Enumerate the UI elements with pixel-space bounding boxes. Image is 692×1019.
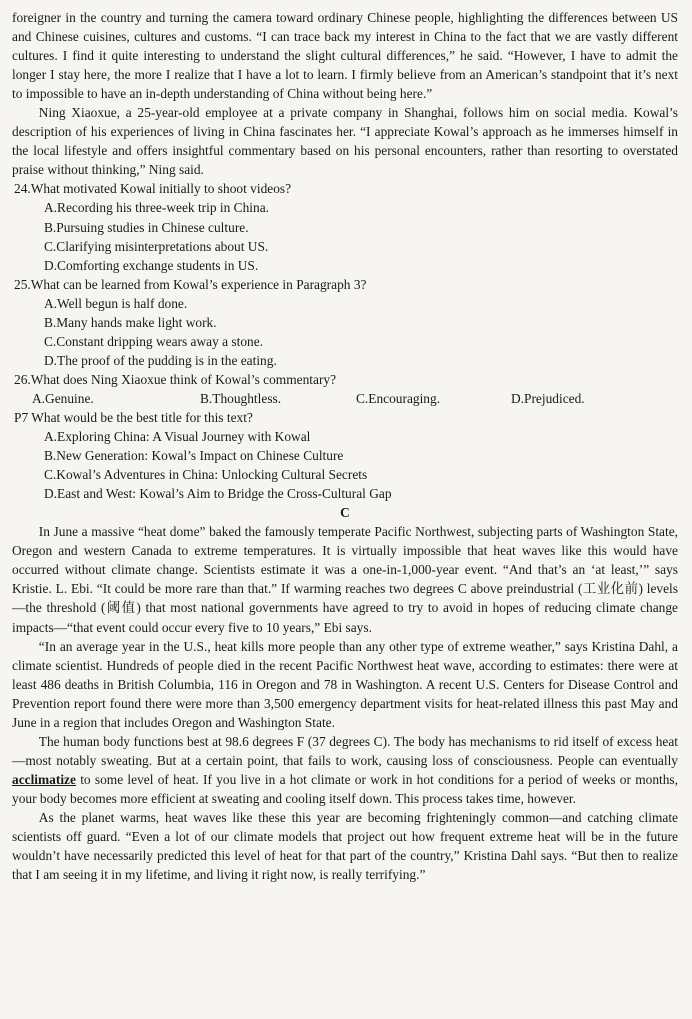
question-27 xyxy=(12,408,678,503)
paragraph-text: to some level of heat. If you live in a hot climate or work in hot conditions for a period of weeks or months, your body becomes more efficient at sweating and cooling itself down. This process takes time, however. xyxy=(12,771,678,806)
option-b: B.Many hands make light work. xyxy=(44,314,217,330)
option-a: A.Genuine. xyxy=(32,390,94,406)
option-d: D.The proof of the pudding is in the eating. xyxy=(44,352,277,368)
option-c: C.Clarifying misinterpretations about US. xyxy=(44,238,269,254)
option-c: C.Encouraging. xyxy=(356,390,441,406)
option-d: D.East and West: Kowal’s Aim to Bridge the Cross-Cultural Gap xyxy=(44,486,392,502)
option-a: A.Well begun is half done. xyxy=(44,295,188,311)
question-stem: 26.What does Ning Xiaoxue think of Kowal’s commentary? xyxy=(14,371,337,387)
passage-b-paragraph: Ning Xiaoxue, a 25-year-old employee at a private company in Shanghai, follows him on social media. Kowal’s description of his experiences of living in China fascinates her. “I appreciate Kowal’s approach as he immerses himself in the local lifestyle and offers insightful commentary based on his personal encounters, rather than resorting to overstated praise without thinking,” Ning said. xyxy=(12,105,678,178)
question-stem: P7 What would be the best title for this text? xyxy=(14,409,253,425)
option-c: C.Kowal’s Adventures in China: Unlocking Cultural Secrets xyxy=(44,467,368,483)
option-d: D.Comforting exchange students in US. xyxy=(44,257,259,273)
passage-b-paragraph: foreigner in the country and turning the camera toward ordinary Chinese people, highlighting the differences between US and Chinese cuisines, cultures and customs. “I can trace back my interest in China to the fact that we are vastly different cultures. I find it quite interesting to understand the slight cultural differences,” he said. “However, I have to admit the longer I stay here, the more I realize that I have a lot to learn. I firmly believe from an American’s standpoint that it’s next to impossible to have an in-depth understanding of China without being here.” xyxy=(12,10,678,102)
option-c: C.Constant dripping wears away a stone. xyxy=(44,333,264,349)
option-b: B.Thoughtless. xyxy=(200,390,282,406)
underlined-keyword: acclimatize xyxy=(12,771,76,787)
question-stem: 25.What can be learned from Kowal’s experience in Paragraph 3? xyxy=(14,276,367,292)
question-25 xyxy=(12,275,678,370)
question-stem: 24.What motivated Kowal initially to shoot videos? xyxy=(14,181,292,197)
option-a: A.Recording his three-week trip in China. xyxy=(44,200,269,216)
option-b: B.New Generation: Kowal’s Impact on Chinese Culture xyxy=(44,448,344,464)
passage-c-paragraph: In June a massive “heat dome” baked the famously temperate Pacific Northwest, subjecting parts of Washington State, Oregon and western Canada to extreme temperatures. It is virtually impossible that heat waves like this would have occurred without climate change. Scientists estimate it was a one-in-1,000-year event. “And that’s an ‘at least,’” says Kristie. L. Ebi. “It could be more rare than that.” If warming reaches two degrees C above preindustrial (工业化前) levels—the threshold (阈值) that most national governments have agreed to try to avoid in hopes of reducing climate change impacts—“that event could occur every five to 10 years,” Ebi says. xyxy=(12,524,678,635)
option-row xyxy=(12,389,678,408)
question-24 xyxy=(12,179,678,274)
paragraph-text: The human body functions best at 98.6 degrees F (37 degrees C). The body has mechanisms to rid itself of excess heat—most notably sweating. But at a certain point, that fails to work, causing loss of consciousness. People can eventually xyxy=(12,733,678,768)
option-d: D.Prejudiced. xyxy=(511,390,585,406)
passage-c-paragraph xyxy=(12,732,678,808)
section-heading: C xyxy=(340,505,350,521)
option-a: A.Exploring China: A Visual Journey with Kowal xyxy=(44,429,311,445)
passage-c-paragraph: As the planet warms, heat waves like these this year are becoming frighteningly common—and catching climate scientists off guard. “Even a lot of our climate models that project out how frequent extreme heat will be in the future wouldn’t have necessarily predicted this level of heat for that part of the country,” Kristina Dahl says. “But then to realize that I am seeing it in my lifetime, and living it right now, is really terrifying.” xyxy=(12,809,678,883)
passage-c-paragraph: “In an average year in the U.S., heat kills more people than any other type of extreme weather,” says Kristina Dahl, a climate scientist. Hundreds of people died in the recent Pacific Northwest heat wave, according to estimates: there were at least 486 deaths in British Columbia, 116 in Oregon and 78 in Washington. A recent U.S. Centers for Disease Control and Prevention report found there were more than 3,500 emergency department visits for heat-related illness this past May and June in a region that includes Oregon and Washington State. xyxy=(12,638,678,730)
question-26 xyxy=(12,370,678,408)
option-b: B.Pursuing studies in Chinese culture. xyxy=(44,219,249,235)
